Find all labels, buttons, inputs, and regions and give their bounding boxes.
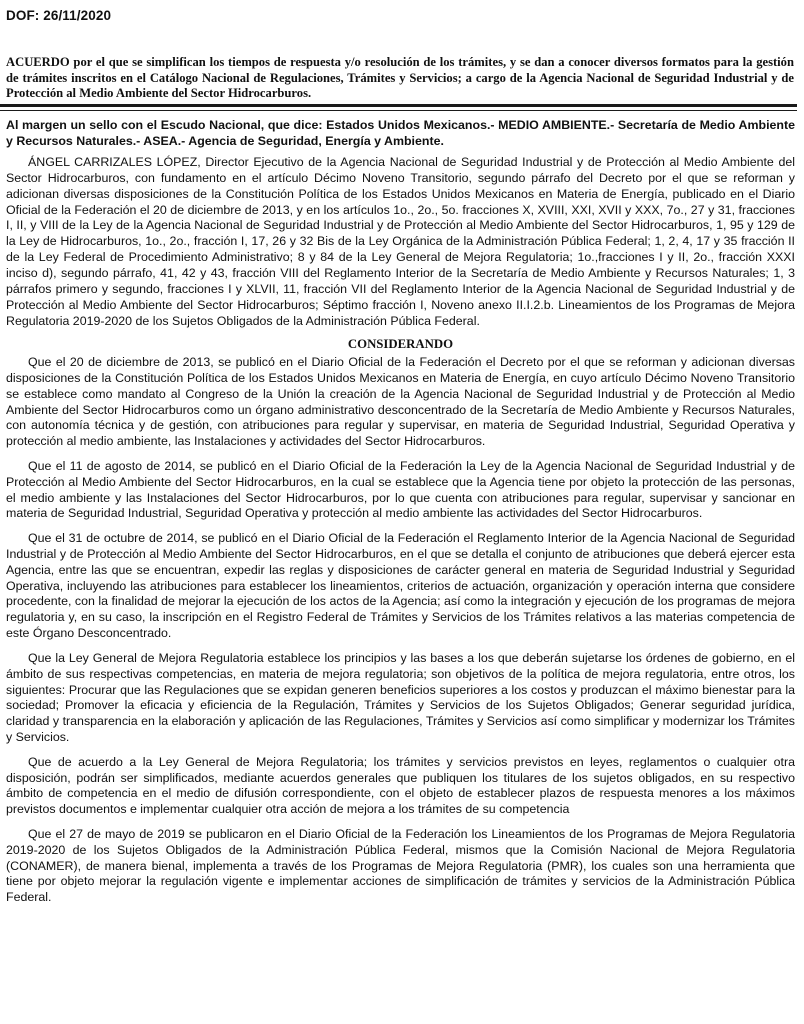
considerando-paragraph: Que el 20 de diciembre de 2013, se publicó en el Diario Oficial de la Federación el Decreto por el que se reforman y adicionan diversas disposiciones de la Constitución Política de los Estados Unidos Mexicanos en Materia de Energía, en cuyo artículo Décimo Noveno Transitorio se establece como mandato al Congreso de la Unión la creación de la Agencia Nacional de Seguridad Industrial y de Protección al Medio Ambiente del Sector Hidrocarburos como un órgano administrativo desconcentrado de la Secretaría de Medio Ambiente y Recursos Naturales, con autonomía técnica y de gestión, con atribuciones para regular y supervisar, en materia de Seguridad Industrial, Seguridad Operativa y protección al medio ambiente, las Instalaciones y actividades del Sector Hidrocarburos.: [6, 354, 795, 449]
considerando-paragraph: Que el 11 de agosto de 2014, se publicó en el Diario Oficial de la Federación la Ley de la Agencia Nacional de Seguridad Industrial y de Protección al Medio Ambiente del Sector Hidrocarburos, en la cual se establece que la Agencia tiene por objeto la protección de las personas, el medio ambiente y las Instalaciones del Sector Hidrocarburos, por lo que cuenta con atribuciones para regular, supervisar y sancionar en materia de Seguridad Industrial, Seguridad Operativa y protección al medio ambiente las actividades del Sector Hidrocarburos.: [6, 458, 795, 521]
title-divider-thin: [0, 110, 797, 111]
document-title: ACUERDO por el que se simplifican los tiempos de respuesta y/o resolución de los trámites, y se dan a conocer diversos formatos para la gestión de trámites inscritos en el Catálogo Nacional de Regulaciones, Trámites y Servicios; a cargo de la Agencia Nacional de Seguridad Industrial y de Protección al Medio Ambiente del Sector Hidrocarburos.: [6, 55, 794, 100]
title-divider-thick: [0, 104, 797, 107]
considerando-paragraph: Que el 27 de mayo de 2019 se publicaron en el Diario Oficial de la Federación los Lineamientos de los Programas de Mejora Regulatoria 2019-2020 de los Sujetos Obligados de la Administración Pública Federal, mismos que la Comisión Nacional de Mejora Regulatoria (CONAMER), de manera bienal, implementa a través de los Programas de Mejora Regulatoria (PMR), los cuales son una herramienta que tiene por objeto mejorar la regulación vigente e implementar acciones de simplificación de trámites y servicios de la Administración Pública Federal.: [6, 826, 795, 905]
preamble-paragraph: ÁNGEL CARRIZALES LÓPEZ, Director Ejecutivo de la Agencia Nacional de Seguridad Industrial y de Protección al Medio Ambiente del Sector Hidrocarburos, con fundamento en el artículo Décimo Noveno Transitorio, segundo párrafo del Decreto por el que se reforman y adicionan diversas disposiciones de la Constitución Política de los Estados Unidos Mexicanos en Materia de Energía, publicado en el Diario Oficial de la Federación el 20 de diciembre de 2013, y en los artículos 1o., 2o., 5o. fracciones X, XVIII, XXI, XVII y XXX, 7o., 27 y 31, fracciones I, II, y VIII de la Ley de la Agencia Nacional de Seguridad Industrial y de Protección al Medio Ambiente del Sector Hidrocarburos, 1, 95 y 129 de la Ley de Hidrocarburos, 1o., 2o., fracción I, 17, 26 y 32 Bis de la Ley Orgánica de la Administración Pública Federal; 1, 2, 4, 17 y 35 fracción II de la Ley Federal de Procedimiento Administrativo; 8 y 84 de la Ley General de Mejora Regulatoria; 1o.,fracciones I y II, 2o., fracción XXXI inciso d), segundo párrafo, 41, 42 y 43, fracción VIII del Reglamento Interior de la Secretaría de Medio Ambiente y Recursos Naturales; 1, 3 párrafos primero y segundo, fracciones I y XLVII, 11, fracción VII del Reglamento Interior de la Agencia Nacional de Seguridad Industrial y de Protección al Medio Ambiente del Sector Hidrocarburos; Séptimo fracción I, Noveno anexo II.I.2.b. Lineamientos de los Programas de Mejora Regulatoria 2019-2020 de los Sujetos Obligados de la Administración Pública Federal.: [6, 154, 795, 328]
considerando-paragraph: Que el 31 de octubre de 2014, se publicó en el Diario Oficial de la Federación el Reglamento Interior de la Agencia Nacional de Seguridad Industrial y de Protección al Medio Ambiente del Sector Hidrocarburos, en el que se detalla el conjunto de atribuciones que deberá ejercer esta Agencia, entre las que se encuentran, expedir las reglas y disposiciones de carácter general en materia de Seguridad Industrial y Seguridad Operativa, incluyendo las atribuciones para establecer los lineamientos, criterios de actuación, organización y operación interna que considere procedente, con la finalidad de mejorar la ejecución de los actos de la Agencia; así como la integración y ejecución de los programas de mejora regulatoria y, en su caso, la inscripción en el Registro Federal de Trámites y Servicios de los Trámites relativos a las materias competencia de este Órgano Desconcentrado.: [6, 530, 795, 641]
seal-note: Al margen un sello con el Escudo Nacional, que dice: Estados Unidos Mexicanos.- MEDIO AMBIENTE.- Secretaría de Medio Ambiente y Recursos Naturales.- ASEA.- Agencia de Seguridad, Energía y Ambiente.: [6, 118, 795, 148]
considerando-paragraph: Que de acuerdo a la Ley General de Mejora Regulatoria; los trámites y servicios previstos en leyes, reglamentos o cualquier otra disposición, podrán ser simplificados, mediante acuerdos generales que publiquen los titulares de los sujetos obligados, en su respectivo ámbito de competencia en el medio de difusión correspondiente, con el objeto de establecer plazos de respuesta menores a los máximos previstos documentos e implementar cualquier otra acción de mejora a los trámites de su competencia: [6, 754, 795, 817]
publication-date: DOF: 26/11/2020: [6, 8, 112, 23]
section-heading: CONSIDERANDO: [347, 336, 454, 351]
document-body: [6, 115, 795, 915]
considerando-paragraph: Que la Ley General de Mejora Regulatoria establece los principios y las bases a los que deberán sujetarse los órdenes de gobierno, en el ámbito de sus respectivas competencias, en materia de mejora regulatoria; son objetivos de la política de mejora regulatoria, entre otros, los siguientes: Procurar que las Regulaciones que se expidan generen beneficios superiores a los costos y produzcan el máximo bienestar para la sociedad; Promover la eficacia y eficiencia de la Regulación, Trámites y Servicios de los Sujetos Obligados; Generar seguridad jurídica, claridad y transparencia en la elaboración y aplicación de las Regulaciones, Trámites y Servicios así como simplificar y modernizar los Trámites y Servicios.: [6, 650, 795, 745]
